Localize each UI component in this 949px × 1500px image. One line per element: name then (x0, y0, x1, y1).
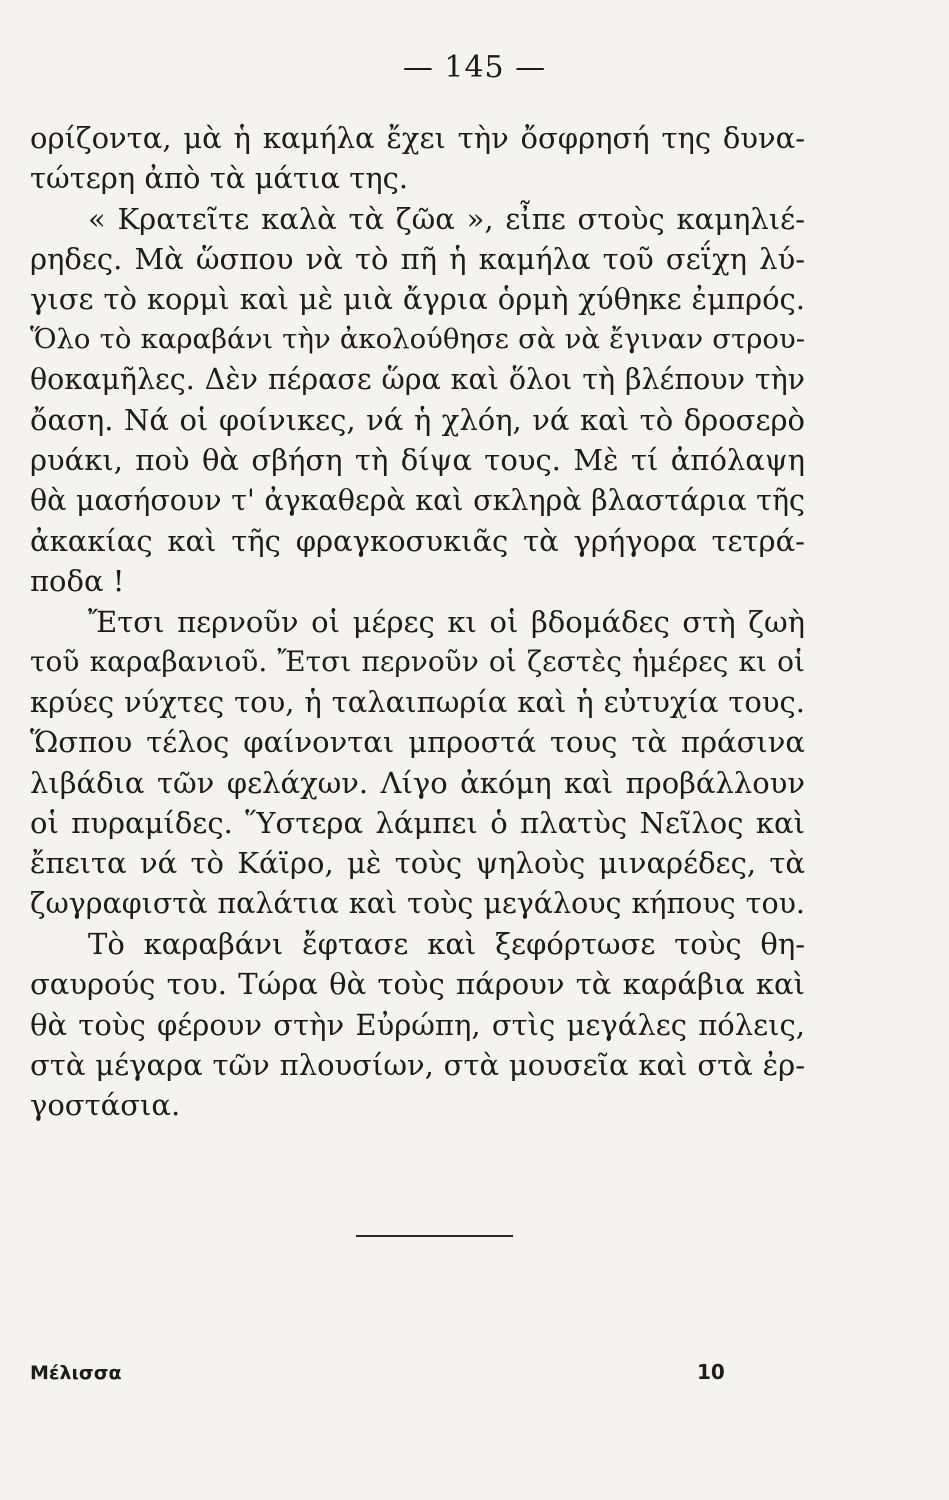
text-line: θὰ τοὺς φέρουν στὴν Εὐρώπη, στὶς μεγάλες πόλεις, (30, 1007, 805, 1042)
text-line: ορίζοντα, μὰ ἡ καμήλα ἔχει τὴν ὄσφρησή της δυνα- (30, 121, 805, 155)
text-line: ποδα ! (30, 564, 125, 599)
text-line: τώτερη ἀπὸ τὰ μάτια της. (30, 161, 409, 196)
text-line: στὰ μέγαρα τῶν πλουσίων, στὰ μουσεῖα καὶ στὰ ἐρ- (30, 1047, 805, 1082)
text-line: λιβάδια τῶν φελάχων. Λίγο ἀκόμη καὶ προβάλλουν (30, 765, 805, 800)
signature-number: 10 (697, 1360, 725, 1384)
text-line: « Κρατεῖτε καλὰ τὰ ζῶα », εἶπε στοὺς καμηλιέ- (88, 201, 805, 236)
section-divider (356, 1235, 513, 1237)
text-line: κρύες νύχτες του, ἡ ταλαιπωρία καὶ ἡ εὐτυχία τους. (30, 685, 805, 720)
text-line: Ἔτσι περνοῦν οἱ μέρες κι οἱ βδομάδες στὴ ζωὴ (88, 604, 805, 639)
text-line: σαυρούς του. Τώρα θὰ τοὺς πάρουν τὰ καράβια καὶ (30, 967, 805, 1002)
text-line: θὰ μασήσουν τ' ἀγκαθερὰ καὶ σκληρὰ βλαστάρια τῆς (30, 483, 805, 517)
text-line: τοῦ καραβανιοῦ. Ἔτσι περνοῦν οἱ ζεστὲς ἡμέρες κι οἱ (30, 644, 805, 678)
text-line: Ὅλο τὸ καραβάνι τὴν ἀκολούθησε σὰ νὰ ἔγιναν στρου- (30, 323, 805, 356)
text-line: ρυάκι, ποὺ θὰ σβήση τὴ δίψα τους. Μὲ τί ἀπόλαψη (30, 443, 805, 478)
text-line: Τὸ καραβάνι ἔφτασε καὶ ξεφόρτωσε τοὺς θη- (88, 926, 805, 961)
text-line: ρηδες. Μὰ ὥσπου νὰ τὸ πῆ ἡ καμήλα τοῦ σεΐχη λύ- (30, 241, 805, 276)
text-line: γισε τὸ κορμὶ καὶ μὲ μιὰ ἄγρια ὁρμὴ χύθηκε ἐμπρός. (30, 282, 805, 317)
signature-mark: Μέλισσα (30, 1362, 122, 1384)
text-line: οἱ πυραμίδες. Ὕστερα λάμπει ὁ πλατὺς Νεῖλος καὶ (30, 806, 805, 841)
text-line: ἔπειτα νά τὸ Κάϊρο, μὲ τοὺς ψηλοὺς μιναρέδες, τὰ (30, 846, 805, 881)
page-number: — 145 — (402, 50, 547, 85)
text-line: ζωγραφιστὰ παλάτια καὶ τοὺς μεγάλους κήπους του. (30, 886, 805, 920)
text-line: ἀκακίας καὶ τῆς φραγκοσυκιᾶς τὰ γρήγορα τετρά- (30, 523, 805, 558)
text-line: ὄαση. Νά οἱ φοίνικες, νά ἡ χλόη, νά καὶ τὸ δροσερὸ (30, 403, 805, 438)
body-text (30, 118, 805, 1125)
text-line: Ὥσπου τέλος φαίνονται μπροστά τους τὰ πράσινα (30, 725, 805, 760)
text-line: θοκαμῆλες. Δὲν πέρασε ὥρα καὶ ὅλοι τὴ βλέπουν τὴν (30, 362, 805, 396)
text-line: γοστάσια. (30, 1088, 181, 1123)
